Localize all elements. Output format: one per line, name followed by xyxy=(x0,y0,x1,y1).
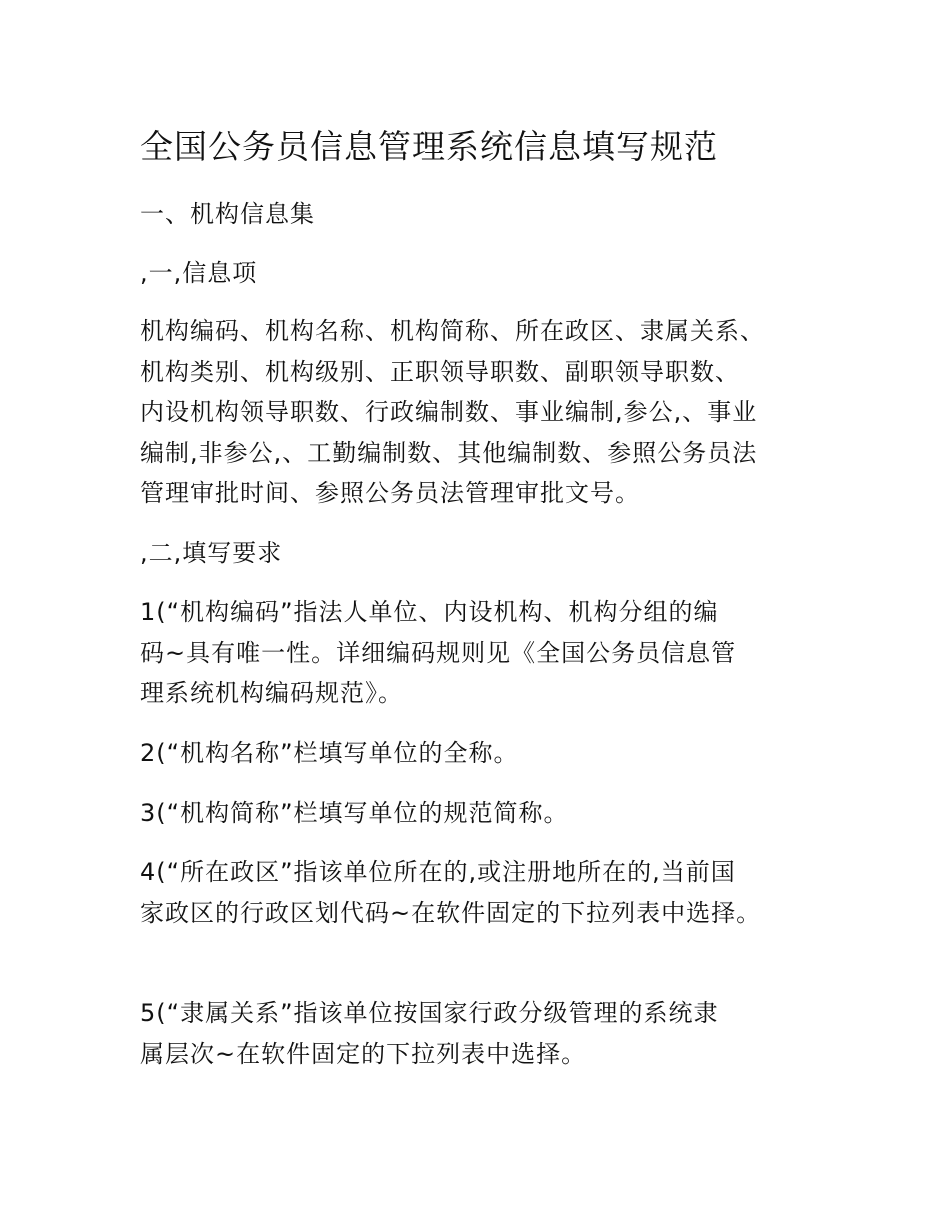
requirement-1 xyxy=(140,592,820,714)
requirement-3: 3(“机构简称”栏填写单位的规范简称。 xyxy=(140,799,569,827)
text-line: 机构编码、机构名称、机构简称、所在政区、隶属关系、 xyxy=(140,317,765,345)
text-line: 内设机构领导职数、行政编制数、事业编制,参公,、事业 xyxy=(140,398,758,426)
text-line: 属层次~在软件固定的下拉列表中选择。 xyxy=(140,1039,587,1068)
subsection-heading-requirements: ,二,填写要求 xyxy=(140,539,283,567)
subsection-heading-info-items: ,一,信息项 xyxy=(140,259,258,287)
text-line: 机构类别、机构级别、正职领导职数、副职领导职数、 xyxy=(140,357,740,386)
text-line: 理系统机构编码规范》。 xyxy=(140,679,403,707)
page-title: 全国公务员信息管理系统信息填写规范 xyxy=(140,127,718,166)
text-line: 码~具有唯一性。详细编码规则见《全国公务员信息管 xyxy=(140,638,737,667)
requirement-4 xyxy=(140,852,820,933)
section-heading: 一、机构信息集 xyxy=(140,200,315,228)
info-items-paragraph xyxy=(140,311,820,514)
text-line: 4(“所在政区”指该单位所在的,或注册地所在的,当前国 xyxy=(140,858,736,886)
text-line: 管理审批时间、参照公务员法管理审批文号。 xyxy=(140,479,640,507)
text-line: 1(“机构编码”指法人单位、内设机构、机构分组的编 xyxy=(140,598,719,626)
text-line: 5(“隶属关系”指该单位按国家行政分级管理的系统隶 xyxy=(140,999,719,1027)
requirement-2: 2(“机构名称”栏填写单位的全称。 xyxy=(140,739,519,767)
text-line: 编制,非参公,、工勤编制数、其他编制数、参照公务员法 xyxy=(140,438,758,467)
requirement-5 xyxy=(140,993,820,1074)
text-line: 家政区的行政区划代码~在软件固定的下拉列表中选择。 xyxy=(140,898,762,927)
